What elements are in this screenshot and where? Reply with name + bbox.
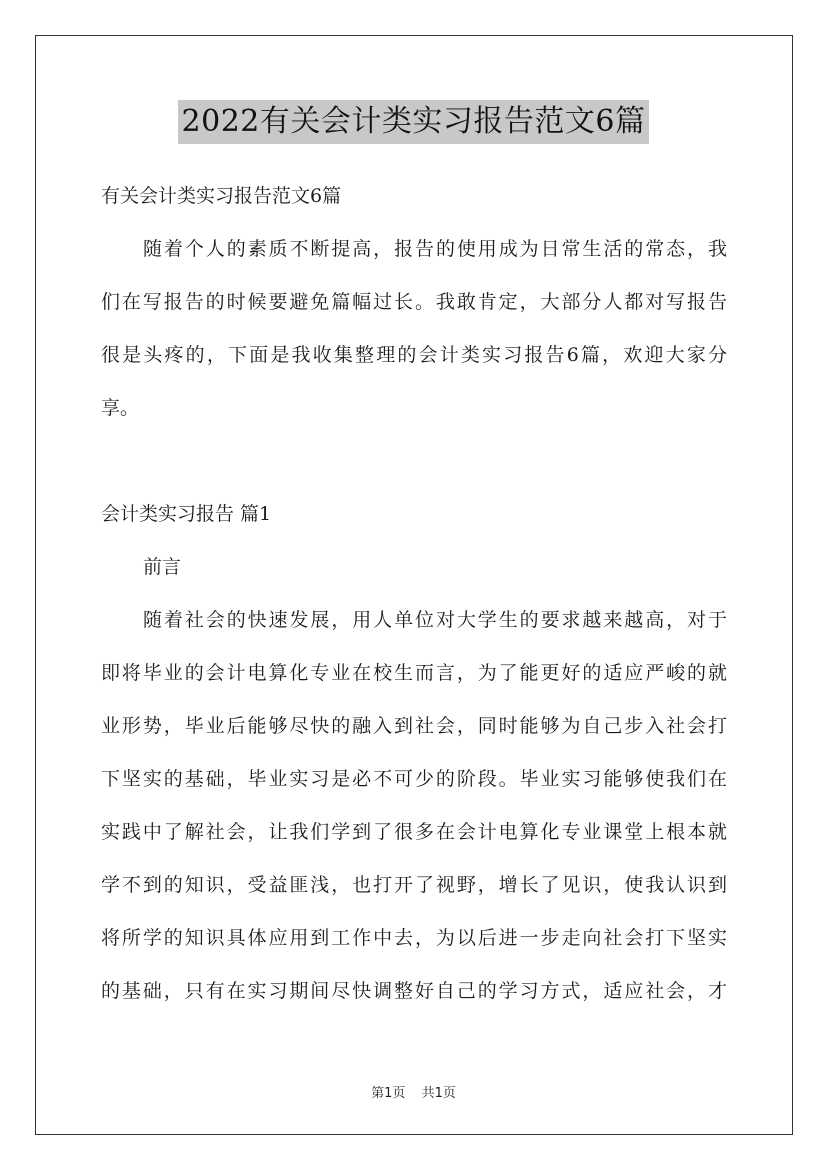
body-line: 随着社会的快速发展，用人单位对大学生的要求越来越高，对于 bbox=[143, 609, 727, 631]
paragraph-gap bbox=[101, 435, 727, 488]
document-subtitle: 有关会计类实习报告范文6篇 bbox=[101, 185, 342, 207]
intro-line: 很是头疼的，下面是我收集整理的会计类实习报告6篇，欢迎大家分 bbox=[101, 344, 727, 366]
document-title: 2022有关会计类实习报告范文6篇 bbox=[178, 100, 650, 144]
document-body bbox=[101, 170, 727, 1018]
page-number: 第1页 bbox=[371, 1086, 406, 1101]
preface-heading: 前言 bbox=[143, 556, 182, 578]
intro-line: 享。 bbox=[101, 397, 140, 419]
body-line: 下坚实的基础，毕业实习是必不可少的阶段。毕业实习能够使我们在 bbox=[101, 768, 727, 790]
body-line: 将所学的知识具体应用到工作中去，为以后进一步走向社会打下坚实 bbox=[101, 927, 727, 949]
section-title: 会计类实习报告 篇1 bbox=[101, 503, 272, 525]
body-line: 的基础，只有在实习期间尽快调整好自己的学习方式，适应社会，才 bbox=[101, 980, 727, 1002]
total-pages: 共1页 bbox=[421, 1086, 456, 1101]
body-line: 学不到的知识，受益匪浅，也打开了视野，增长了见识，使我认识到 bbox=[101, 874, 727, 896]
body-line: 业形势，毕业后能够尽快的融入到社会，同时能够为自己步入社会打 bbox=[101, 715, 727, 737]
body-line: 即将毕业的会计电算化专业在校生而言，为了能更好的适应严峻的就 bbox=[101, 662, 727, 684]
title-container bbox=[0, 100, 827, 144]
intro-line: 们在写报告的时候要避免篇幅过长。我敢肯定，大部分人都对写报告 bbox=[101, 291, 727, 313]
intro-line: 随着个人的素质不断提高，报告的使用成为日常生活的常态，我 bbox=[143, 238, 727, 260]
body-line: 实践中了解社会，让我们学到了很多在会计电算化专业课堂上根本就 bbox=[101, 821, 727, 843]
page-footer bbox=[0, 1082, 827, 1101]
